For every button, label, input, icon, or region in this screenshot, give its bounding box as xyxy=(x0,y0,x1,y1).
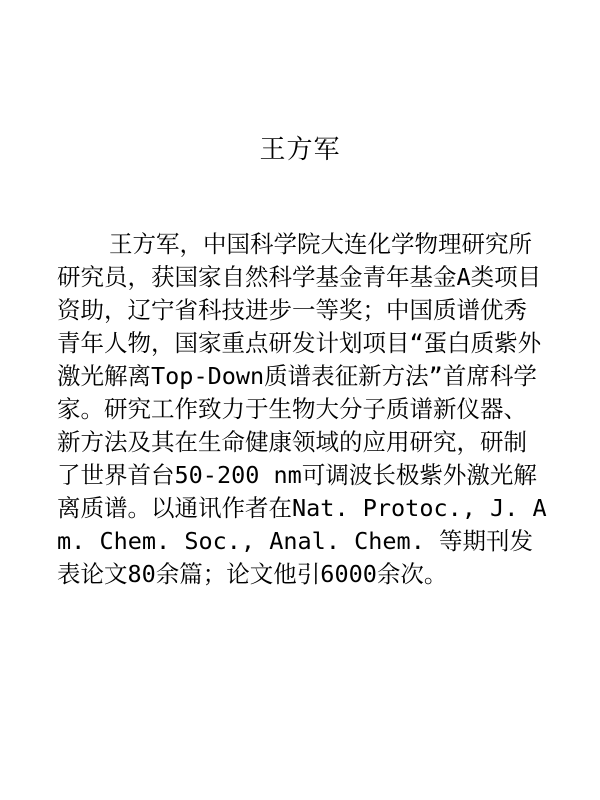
page-title: 王方军 xyxy=(259,135,341,165)
biography-paragraph: 王方军，中国科学院大连化学物理研究所研究员，获国家自然科学基金青年基金A类项目资助，辽宁省科技进步一等奖；中国质谱优秀青年人物，国家重点研发计划项目“蛋白质紫外激光解离Top-Down质谱表征新方法”首席科学家。研究工作致力于生物大分子质谱新仪器、新方法及其在生命健康领域的应用研究，研制了世界首台50-200 nm可调波长极紫外激光解离质谱。以通讯作者在Nat. Protoc., J. Am. Chem. Soc., Anal. Chem. 等期刊发表论文80余篇；论文他引6000余次。 xyxy=(57,230,547,588)
